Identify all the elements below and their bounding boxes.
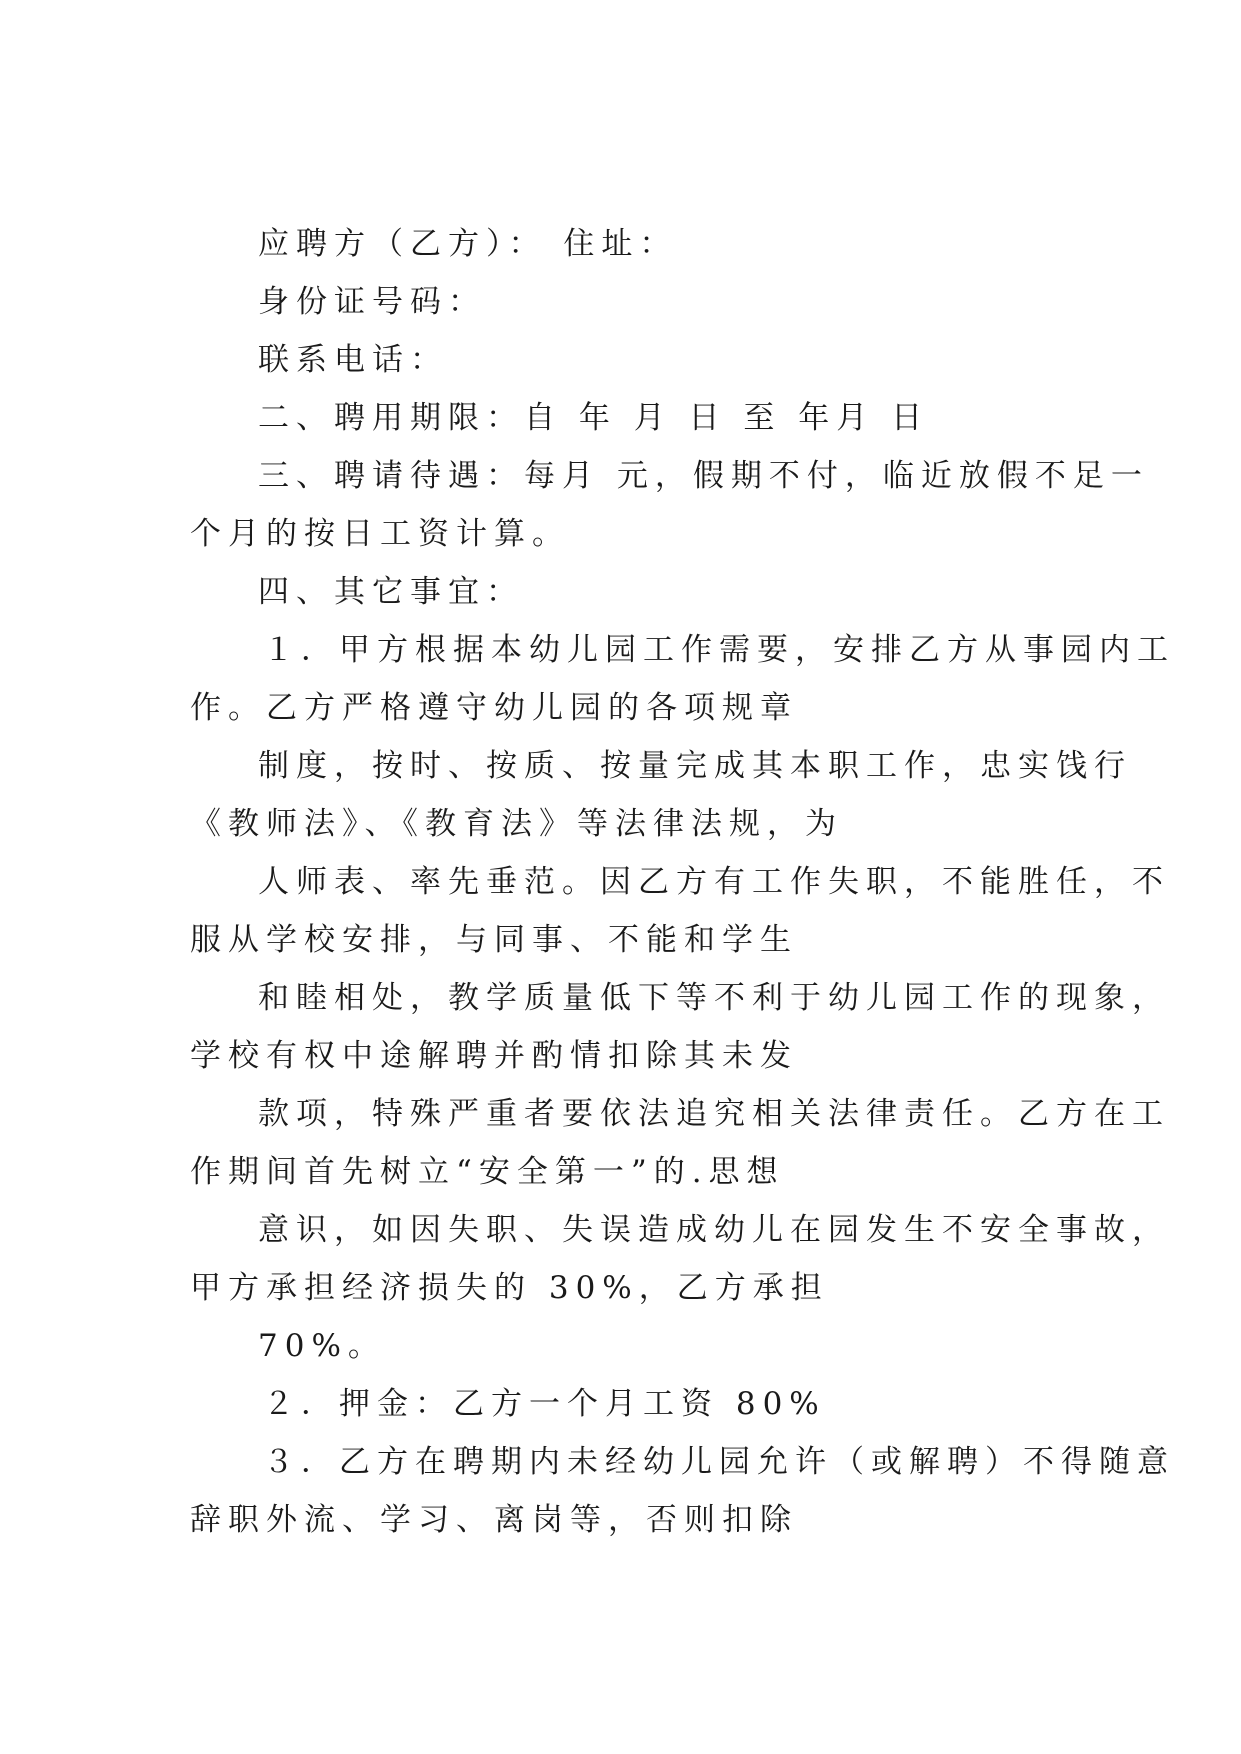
salary-line: 三、聘请待遇：每月 元，假期不付，临近放假不足一 bbox=[258, 458, 1149, 494]
clause-1-paragraph-6: 意识，如因失职、失误造成幼儿在园发生不安全事故， bbox=[258, 1212, 1170, 1248]
clause-1-paragraph-3: 人师表、率先垂范。因乙方有工作失职，不能胜任，不 bbox=[258, 864, 1170, 900]
employment-period-line: 二、聘用期限：自 年 月 日 至 年月 日 bbox=[258, 400, 930, 436]
clause-2-line: ２．押金：乙方一个月工资 80% bbox=[263, 1386, 826, 1422]
clause-3-line: ３．乙方在聘期内未经幼儿园允许（或解聘）不得随意 bbox=[263, 1444, 1175, 1480]
clause-1-paragraph-2-continued: 《教师法》、《教育法》等法律法规，为 bbox=[190, 806, 843, 842]
id-number-line: 身份证号码： bbox=[258, 284, 486, 320]
clause-1-paragraph-3-continued: 服从学校安排，与同事、不能和学生 bbox=[190, 922, 798, 958]
clause-1-paragraph-7: 70%。 bbox=[258, 1328, 386, 1364]
clause-1-paragraph-5: 款项，特殊严重者要依法追究相关法律责任。乙方在工 bbox=[258, 1096, 1170, 1132]
clause-1-paragraph-4-continued: 学校有权中途解聘并酌情扣除其未发 bbox=[190, 1038, 798, 1074]
clause-1-line-continued: 作。乙方严格遵守幼儿园的各项规章 bbox=[190, 690, 798, 726]
clause-1-paragraph-6-continued: 甲方承担经济损失的 30%，乙方承担 bbox=[190, 1270, 829, 1306]
phone-line: 联系电话： bbox=[258, 342, 448, 378]
salary-line-continued: 个月的按日工资计算。 bbox=[190, 516, 570, 552]
applicant-address-line: 应聘方（乙方）： 住址： bbox=[258, 226, 678, 262]
clause-1-line: １．甲方根据本幼儿园工作需要，安排乙方从事园内工 bbox=[263, 632, 1175, 668]
clause-1-paragraph-5-continued: 作期间首先树立“安全第一”的.思想 bbox=[190, 1154, 785, 1190]
clause-1-paragraph-4: 和睦相处，教学质量低下等不利于幼儿园工作的现象， bbox=[258, 980, 1170, 1016]
clause-1-paragraph-2: 制度，按时、按质、按量完成其本职工作，忠实饯行 bbox=[258, 748, 1132, 784]
clause-3-line-continued: 辞职外流、学习、离岗等，否则扣除 bbox=[190, 1502, 798, 1538]
other-matters-heading: 四、其它事宜： bbox=[258, 574, 524, 610]
